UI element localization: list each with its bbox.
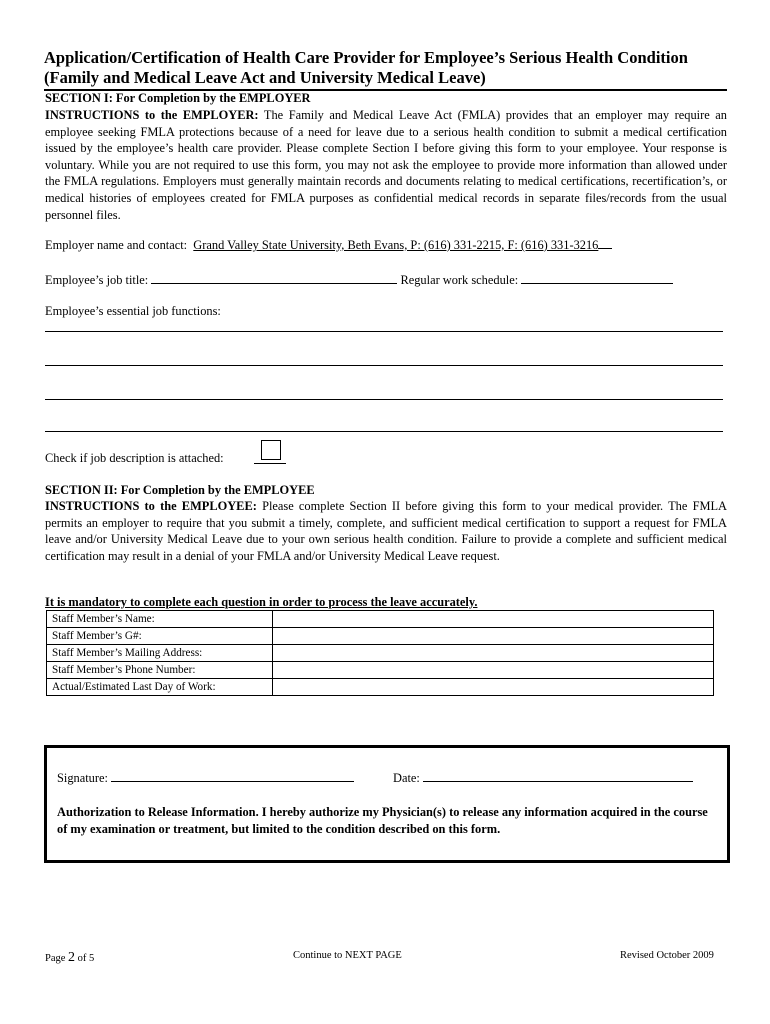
- table-row: [47, 679, 714, 696]
- section2-instructions-text: Please complete Section II before giving this form to your medical provider. The FMLA permits an employer to require that you submit a timely, complete, and sufficient medical certification to support a request for FMLA leave and/or University Medical Leave due to your own serious health condition. Failure to provide a complete and sufficient medical certification may result in a denial of your FMLA and/or University Medical Leave request.: [45, 499, 727, 563]
- mandatory-note: It is mandatory to complete each question in order to process the leave accurately.: [45, 595, 478, 609]
- job-desc-underline: [254, 463, 286, 464]
- job-desc-label: Check if job description is attached:: [45, 451, 224, 465]
- section1-instructions-label: INSTRUCTIONS to the EMPLOYER:: [45, 108, 259, 122]
- section2-instructions-label: INSTRUCTIONS to the EMPLOYEE:: [45, 499, 257, 513]
- last-day-label: Actual/Estimated Last Day of Work:: [47, 679, 273, 696]
- page-suffix: of 5: [77, 953, 95, 964]
- signature-label: Signature:: [57, 771, 108, 785]
- job-title-label: Employee’s job title:: [45, 273, 149, 287]
- staff-name-field[interactable]: [273, 611, 714, 628]
- table-row: [47, 628, 714, 645]
- job-functions-line-1[interactable]: [45, 331, 723, 332]
- table-row: [47, 645, 714, 662]
- job-functions-line-3[interactable]: [45, 399, 723, 400]
- date-field[interactable]: [423, 770, 693, 782]
- section1-instructions: [45, 107, 727, 223]
- authorization-text: Authorization to Release Information. I hereby authorize my Physician(s) to release any information acquired in the course of my examination or treatment, but limited to the condition described on this form.: [57, 805, 708, 836]
- table-row: [47, 611, 714, 628]
- work-schedule-label: Regular work schedule:: [400, 273, 519, 287]
- section2-instructions: [45, 498, 727, 564]
- continue-next-page: Continue to NEXT PAGE: [293, 950, 402, 961]
- job-functions-label: Employee’s essential job functions:: [45, 304, 221, 318]
- form-title-line1: Application/Certification of Health Care Provider for Employee’s Serious Health Condition: [44, 48, 688, 67]
- work-schedule-field[interactable]: [521, 272, 673, 284]
- page-prefix: Page: [45, 953, 66, 964]
- signature-row: [57, 770, 354, 786]
- employer-value[interactable]: Grand Valley State University, Beth Evans, P: (616) 331-2215, F: (616) 331-3216: [193, 238, 599, 252]
- staff-info-table: [46, 610, 714, 696]
- staff-address-label: Staff Member’s Mailing Address:: [47, 645, 273, 662]
- section1-heading: SECTION I: For Completion by the EMPLOYER: [45, 91, 311, 105]
- section1-instructions-text: The Family and Medical Leave Act (FMLA) provides that an employer may require an employee seeking FMLA protections because of a need for leave due to a serious health condition to submit a medical certification issued by the employee’s health care provider. Please complete Section I before giving this form to your employee. Your response is voluntary. While you are not required to use this form, you may not ask the employee to provide more information than allowed under the FMLA regulations. Employers must generally maintain records and documents relating to medical certifications, recertification’s, or medical histories of employees created for FMLA purposes as confidential medical records in separate files/records from the usual personnel files.: [45, 108, 728, 222]
- page-number: 2: [68, 950, 76, 965]
- page-indicator: [45, 950, 94, 966]
- job-desc-checkbox[interactable]: [261, 440, 281, 460]
- job-functions-line-2[interactable]: [45, 365, 723, 366]
- last-day-field[interactable]: [273, 679, 714, 696]
- table-row: [47, 662, 714, 679]
- staff-phone-field[interactable]: [273, 662, 714, 679]
- employer-label: Employer name and contact:: [45, 238, 188, 252]
- revised-date: Revised October 2009: [620, 950, 714, 961]
- form-title-line2: (Family and Medical Leave Act and University Medical Leave): [44, 68, 486, 87]
- job-title-row: [45, 272, 673, 288]
- staff-gnumber-field[interactable]: [273, 628, 714, 645]
- employer-row: [45, 237, 612, 253]
- staff-gnumber-label: Staff Member’s G#:: [47, 628, 273, 645]
- staff-phone-label: Staff Member’s Phone Number:: [47, 662, 273, 679]
- staff-address-field[interactable]: [273, 645, 714, 662]
- signature-field[interactable]: [111, 770, 354, 782]
- date-row: [393, 770, 693, 786]
- job-title-field[interactable]: [151, 272, 397, 284]
- staff-name-label: Staff Member’s Name:: [47, 611, 273, 628]
- job-functions-line-4[interactable]: [45, 431, 723, 432]
- section2-heading: SECTION II: For Completion by the EMPLOYEE: [45, 483, 315, 497]
- date-label: Date:: [393, 771, 420, 785]
